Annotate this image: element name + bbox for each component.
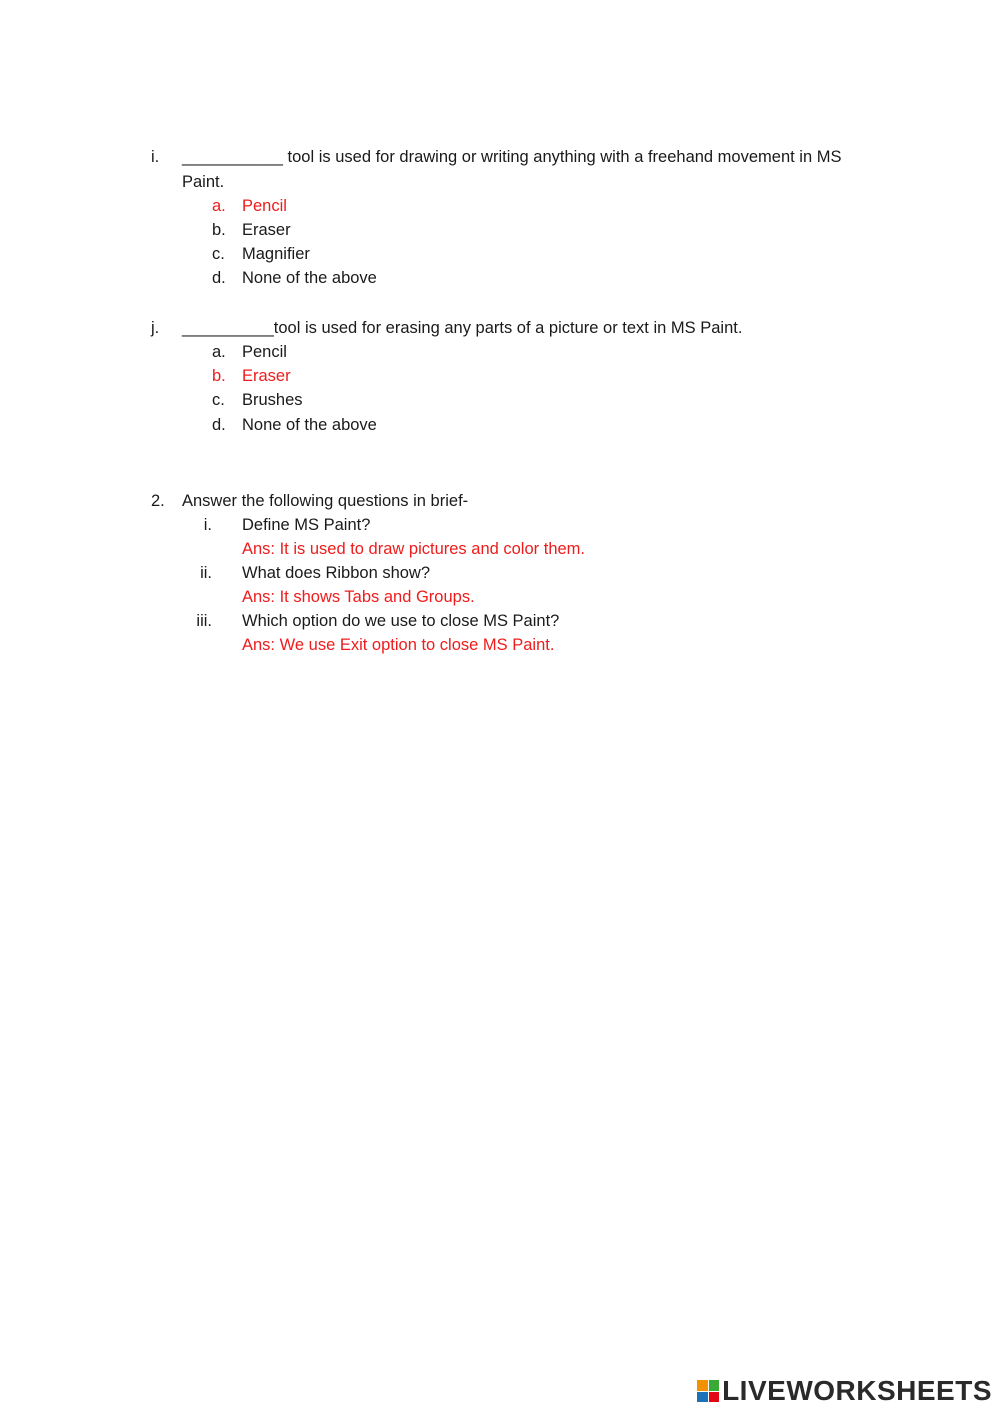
question-text: __________tool is used for erasing any parts of a picture or text in MS Paint.	[182, 319, 743, 337]
sub-question-answer: Ans: It shows Tabs and Groups.	[242, 588, 475, 606]
question-number: j.	[151, 319, 160, 337]
sub-question-numeral: iii.	[196, 612, 212, 630]
option-text-correct: Pencil	[242, 197, 287, 215]
section-number: 2.	[151, 492, 165, 510]
sub-question-answer: Ans: It is used to draw pictures and color them.	[242, 540, 585, 558]
option-letter: d.	[212, 416, 226, 434]
logo-text: LIVEWORKSHEETS	[722, 1375, 992, 1406]
logo-square-orange	[697, 1380, 708, 1391]
section-heading: Answer the following questions in brief-	[182, 492, 469, 510]
sub-question-text: What does Ribbon show?	[242, 564, 431, 582]
liveworksheets-logo[interactable]	[697, 1374, 992, 1408]
option-text: None of the above	[242, 416, 377, 434]
sub-question-numeral: i.	[203, 516, 212, 534]
option-letter: c.	[212, 245, 225, 263]
option-letter: c.	[212, 391, 225, 409]
option-letter: b.	[212, 367, 226, 385]
option-text: Eraser	[242, 221, 291, 239]
option-text: Brushes	[242, 391, 303, 409]
option-text: None of the above	[242, 269, 377, 287]
option-letter: d.	[212, 269, 226, 287]
sub-question-answer: Ans: We use Exit option to close MS Paint.	[242, 636, 555, 654]
sub-question-numeral: ii.	[200, 564, 212, 582]
option-text: Magnifier	[242, 245, 310, 263]
question-text: ___________ tool is used for drawing or writing anything with a freehand movement in MS	[182, 148, 842, 166]
logo-square-red	[709, 1392, 720, 1403]
sub-question-text: Define MS Paint?	[242, 516, 371, 534]
logo-square-green	[709, 1380, 720, 1391]
logo-icon	[697, 1380, 719, 1402]
question-number: i.	[151, 148, 160, 166]
option-letter: a.	[212, 343, 226, 361]
option-letter: a.	[212, 197, 226, 215]
option-text-correct: Eraser	[242, 367, 291, 385]
option-text: Pencil	[242, 343, 287, 361]
question-text-continued: Paint.	[182, 173, 225, 191]
sub-question-text: Which option do we use to close MS Paint?	[242, 612, 560, 630]
logo-square-blue	[697, 1392, 708, 1403]
option-letter: b.	[212, 221, 226, 239]
